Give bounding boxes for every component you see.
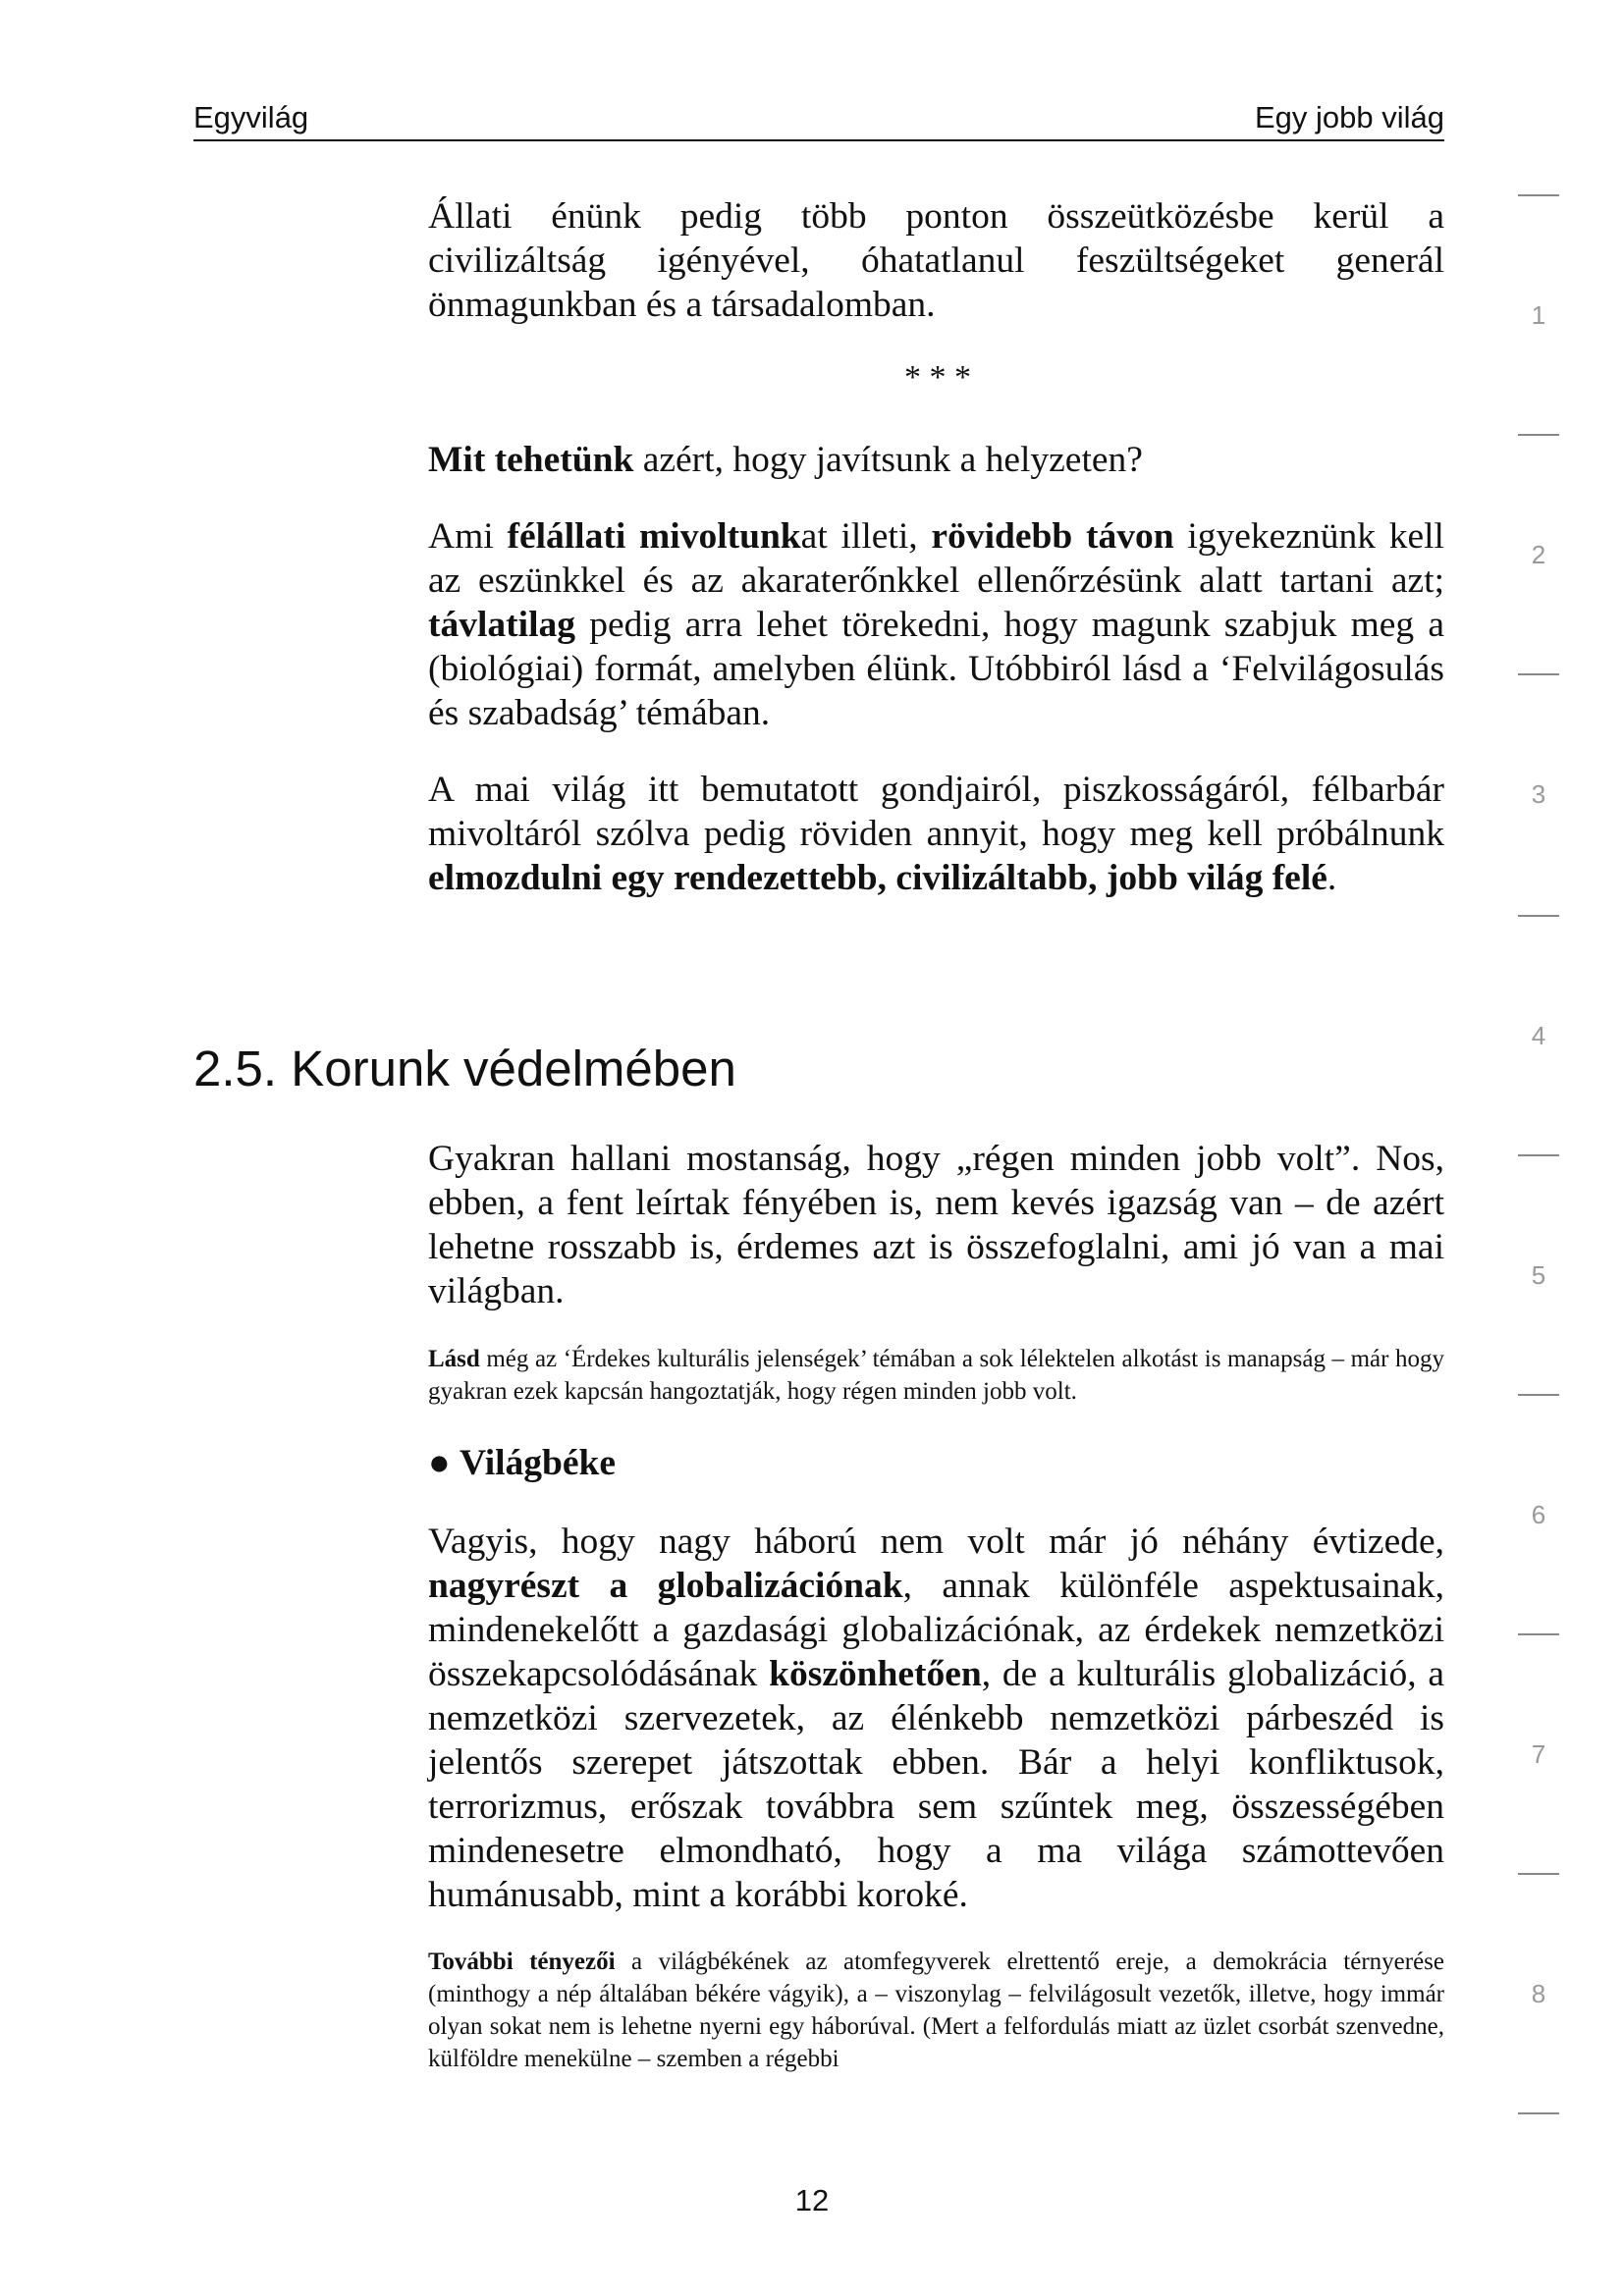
bold-run: elmozdulni egy rendezettebb, civilizáltabb, jobb világ felé bbox=[428, 858, 1327, 898]
text-run: , de a kulturális globalizáció, a nemzetközi szervezetek, az élénkebb nemzetközi párbeszéd is jelentős szerepet játszottak ebben. Bár a helyi konfliktusok, terrorizmus, erőszak továbbra sem szűntek meg, összességében mindenesetre elmondható, hogy a ma világa számottevően humánusabb, mint a korábbi koroké. bbox=[428, 1654, 1444, 1915]
page-number: 12 bbox=[794, 2183, 830, 2217]
margin-number-1: 1 bbox=[1531, 300, 1546, 330]
page-header bbox=[193, 96, 1444, 141]
text-run: Ami bbox=[428, 516, 508, 557]
paragraph-1-line-1: Állati énünk pedig több ponton összeütközésbe kerül a bbox=[428, 196, 1444, 237]
ruler-tick bbox=[1518, 434, 1559, 436]
bold-run: köszönhetően bbox=[769, 1654, 982, 1694]
margin-number-6: 6 bbox=[1531, 1500, 1546, 1529]
ruler-tick bbox=[1518, 2112, 1559, 2114]
margin-ruler bbox=[1518, 0, 1567, 2296]
separator: * * * bbox=[904, 359, 971, 396]
ruler-tick bbox=[1518, 1873, 1559, 1875]
note-2-rest: a világbékének az atomfegyverek elrettentő ereje, a demokrácia térnyerése (minthogy a nép általában békére vágyik), a – viszonylag – felvilágosult vezetők, illetve, hogy immár olyan sokat nem is lehetne nyerni egy háborúval. (Mert a felfordulás miatt az üzlet csorbát szenvedne, külföldre menekülne – szemben a régebbi bbox=[428, 1949, 1444, 2072]
note-2 bbox=[428, 1946, 1444, 2075]
margin-number-3: 3 bbox=[1531, 779, 1546, 809]
header-right: Egy jobb világ bbox=[1254, 100, 1444, 134]
note-1-bold: Lásd bbox=[428, 1346, 480, 1372]
margin-number-2: 2 bbox=[1531, 540, 1546, 569]
bold-run: nagyrészt a globalizációnak bbox=[428, 1566, 903, 1606]
ruler-tick bbox=[1518, 1633, 1559, 1635]
bullet-label: Világbéke bbox=[460, 1443, 617, 1483]
paragraph-4-text: Gyakran hallani mostanság, hogy „régen minden jobb volt”. Nos, ebben, a fent leírtak fényében is, nem kevés igazság van – de azért lehetne rosszabb is, érdemes azt is összefoglalni, ami jó van a mai világban. bbox=[428, 1139, 1444, 1311]
bold-run: távlatilag bbox=[428, 605, 575, 645]
bold-run: félállati mivoltunk bbox=[507, 516, 801, 557]
section-heading: 2.5. Korunk védelmében bbox=[193, 1041, 736, 1096]
margin-number-7: 7 bbox=[1531, 1739, 1546, 1769]
paragraph-5 bbox=[428, 1520, 1444, 1917]
paragraph-1 bbox=[428, 194, 1444, 327]
ruler-tick bbox=[1518, 673, 1559, 675]
bullet-icon: ● bbox=[428, 1443, 451, 1483]
note-2-bold: További tényezői bbox=[428, 1949, 616, 1975]
ruler-tick bbox=[1518, 194, 1559, 196]
note-1 bbox=[428, 1343, 1444, 1408]
text-run: at illeti, bbox=[800, 516, 932, 557]
paragraph-1-line-3: önmagunkban és a társadalomban. bbox=[428, 285, 936, 325]
question bbox=[428, 438, 1444, 482]
question-bold: Mit tehetünk bbox=[428, 440, 634, 480]
ruler-tick bbox=[1518, 1154, 1559, 1156]
text-run: , annak különféle aspektusainak, mindenekelőtt a gazdasági globalizációnak, az érdekek nemzetközi összekapcsolódásának bbox=[428, 1566, 1444, 1694]
text-run: igyekeznünk kell az eszünkkel és az akaraterőnkkel ellenőrzésünk alatt tartani azt; bbox=[428, 516, 1444, 601]
paragraph-3 bbox=[428, 768, 1444, 900]
margin-number-8: 8 bbox=[1531, 1979, 1546, 2008]
margin-number-4: 4 bbox=[1531, 1021, 1546, 1050]
margin-number-5: 5 bbox=[1531, 1260, 1546, 1290]
text-run: . bbox=[1326, 858, 1337, 898]
paragraph-4 bbox=[428, 1137, 1444, 1313]
paragraph-1-line-2: civilizáltság igényével, óhatatlanul feszültségeket generál bbox=[428, 240, 1444, 281]
note-1-rest: még az ‘Érdekes kulturális jelenségek’ témában a sok lélektelen alkotást is manapság – már hogy gyakran ezek kapcsán hangoztatják, hogy régen minden jobb volt. bbox=[428, 1346, 1444, 1405]
ruler-tick bbox=[1518, 915, 1559, 917]
text-run: pedig arra lehet törekedni, hogy magunk szabjuk meg a (biológiai) formát, amelyben élünk. Utóbbiról lásd a ‘Felvilágosulás és szabadság’ témában. bbox=[428, 605, 1444, 733]
text-run: Vagyis, hogy nagy háború nem volt már jó néhány évtizede, bbox=[428, 1522, 1444, 1562]
header-left: Egyvilág bbox=[193, 100, 309, 134]
question-rest: azért, hogy javítsunk a helyzeten? bbox=[633, 440, 1143, 480]
paragraph-2 bbox=[428, 514, 1444, 735]
bullet-heading bbox=[428, 1441, 1444, 1485]
ruler-tick bbox=[1518, 1394, 1559, 1396]
bold-run: rövidebb távon bbox=[931, 516, 1174, 557]
text-run: A mai világ itt bemutatott gondjairól, piszkosságáról, félbarbár mivoltáról szólva pedig röviden annyit, hogy meg kell próbálnunk bbox=[428, 770, 1444, 854]
